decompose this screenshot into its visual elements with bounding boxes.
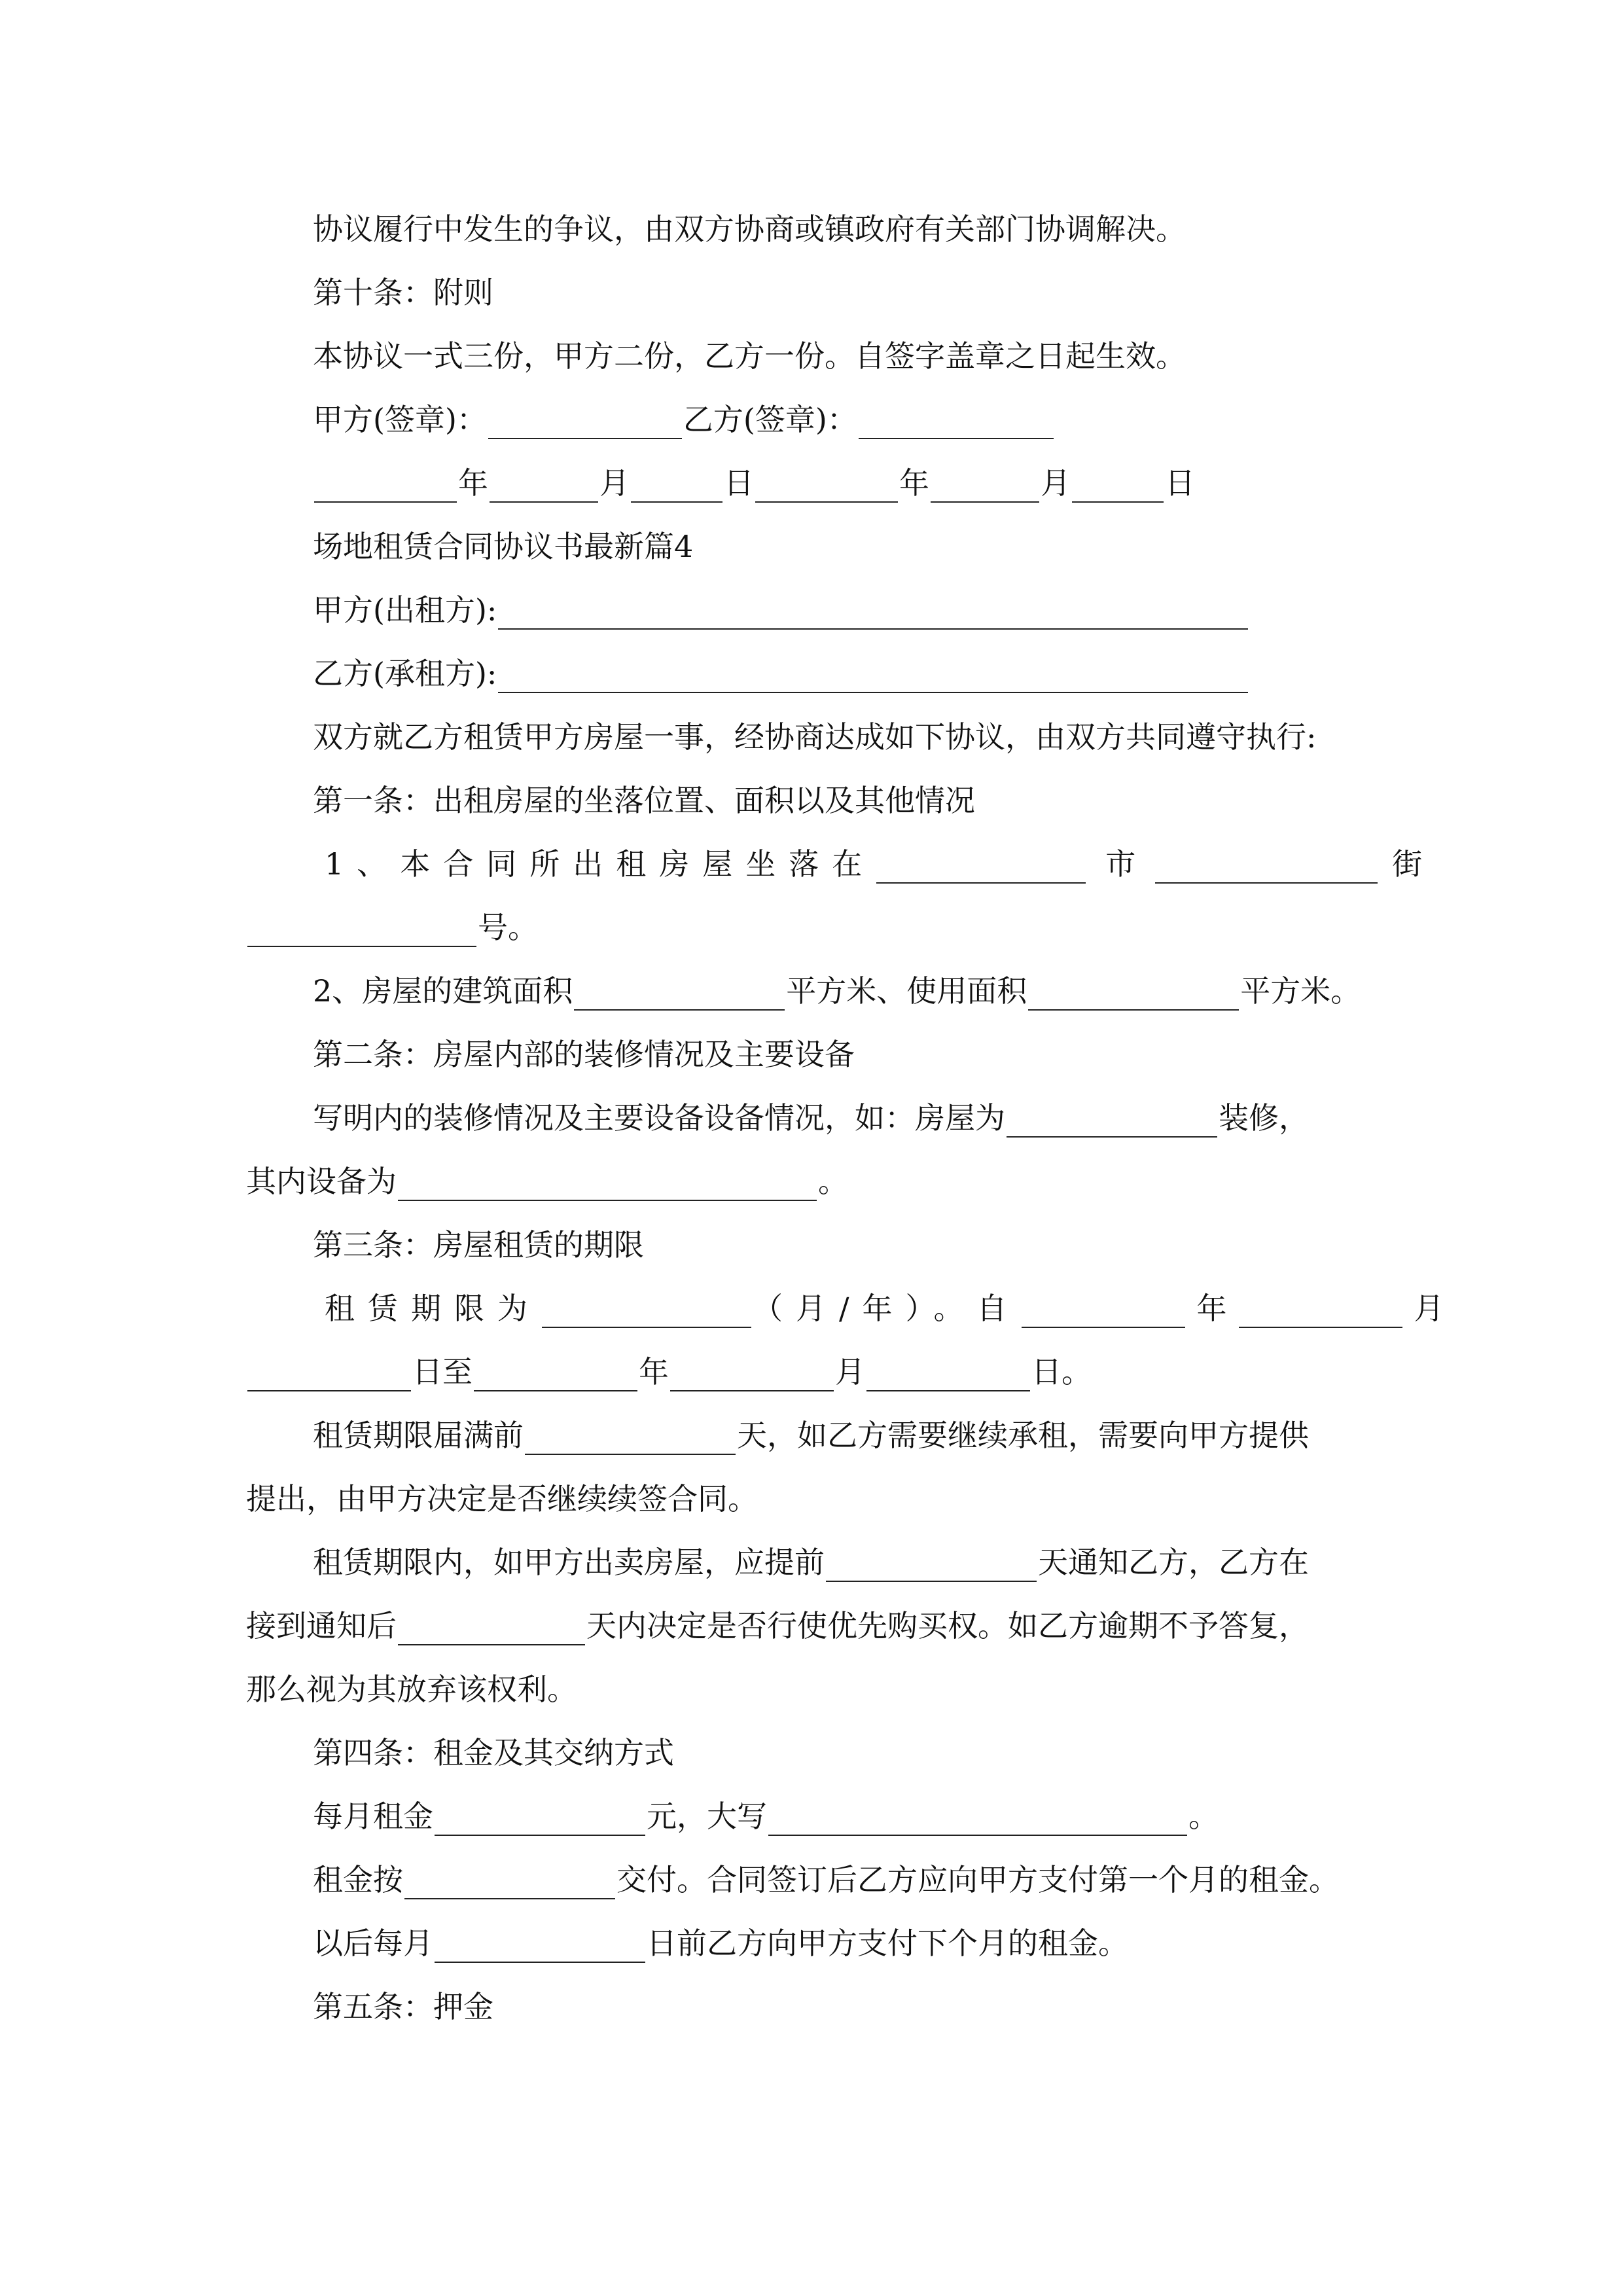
term-line — [246, 1352, 1092, 1391]
start-year-blank — [1022, 1298, 1185, 1328]
city-blank — [876, 853, 1086, 884]
lessor-label: 甲方(出租方): — [313, 592, 497, 628]
text-line — [313, 336, 1186, 376]
equipment-blank — [398, 1171, 817, 1201]
party-a-sign-blank — [488, 409, 682, 439]
monthly-text: 日前乙方向甲方支付下个月的租金。 — [647, 1926, 1128, 1961]
paragraph-text: 协议履行中发生的争议，由双方协商或镇政府有关部门协调解决。 — [313, 211, 1186, 247]
notice-line — [313, 1543, 1309, 1582]
article-heading — [313, 1987, 493, 2026]
street-label: 街 — [1392, 846, 1423, 882]
equipment-label: 其内设备为 — [246, 1164, 397, 1199]
party-b-sign-label: 乙方(签章)： — [683, 402, 857, 437]
decoration-label: 写明内的装修情况及主要设备设备情况，如：房屋为 — [313, 1100, 1005, 1136]
year-label: 年 — [639, 1354, 669, 1390]
period-mark: 。 — [1188, 1799, 1219, 1834]
payment-text: 交付。合同签订后乙方应向甲方支付第一个月的租金。 — [616, 1862, 1339, 1897]
day-to-label: 日至 — [412, 1354, 473, 1390]
day-blank — [1072, 473, 1164, 503]
lessor-blank — [498, 600, 1248, 630]
rent-line — [313, 1797, 1219, 1836]
decoration-suffix: 装修， — [1219, 1100, 1309, 1136]
notice-label: 租赁期限内，如甲方出卖房屋，应提前 — [313, 1545, 825, 1580]
number-label: 号。 — [478, 910, 538, 945]
end-month-blank — [670, 1361, 834, 1391]
heading-text: 第二条：房屋内部的装修情况及主要设备 — [313, 1037, 855, 1072]
unit-label: 平方米。 — [1240, 973, 1361, 1009]
notice-days-blank — [826, 1552, 1037, 1582]
month-blank — [490, 473, 598, 503]
lessee-blank — [498, 663, 1248, 693]
year-label: 年 — [458, 465, 488, 501]
heading-text: 第五条：押金 — [313, 1989, 493, 2024]
paragraph-text: 提出，由甲方决定是否继续续签合同。 — [246, 1481, 758, 1516]
decoration-line — [313, 1098, 1309, 1138]
renewal-days-blank — [525, 1425, 736, 1455]
start-day-blank — [247, 1361, 411, 1391]
party-line — [313, 654, 1249, 693]
monthly-label: 以后每月 — [313, 1926, 433, 1961]
section-title — [313, 527, 693, 566]
decision-days-blank — [398, 1615, 585, 1645]
text-line — [246, 1479, 758, 1518]
party-line — [313, 590, 1249, 630]
monthly-day-blank — [435, 1933, 645, 1963]
text-line — [246, 1670, 577, 1709]
heading-text: 第四条：租金及其交纳方式 — [313, 1735, 674, 1770]
article-heading — [313, 273, 493, 312]
paragraph-text: 本协议一式三份，甲方二份，乙方一份。自签字盖章之日起生效。 — [313, 338, 1186, 374]
date-line — [313, 463, 1195, 503]
month-label: 月 — [1414, 1291, 1444, 1326]
city-label: 市 — [1105, 846, 1136, 882]
decision-text: 天内决定是否行使优先购买权。如乙方逾期不予答复， — [586, 1608, 1309, 1643]
usable-area-label: 平方米、使用面积 — [786, 973, 1027, 1009]
article-heading — [313, 1225, 644, 1265]
day-label: 日 — [1165, 465, 1195, 501]
payment-line — [313, 1924, 1128, 1963]
year-blank — [755, 473, 898, 503]
end-day-blank — [866, 1361, 1030, 1391]
month-label: 月 — [835, 1354, 865, 1390]
text-line — [313, 209, 1186, 249]
article-heading — [313, 1035, 855, 1074]
renewal-line — [313, 1416, 1309, 1455]
usable-area-blank — [1028, 980, 1239, 1011]
decoration-blank — [1007, 1107, 1217, 1138]
article-heading — [313, 1733, 674, 1772]
term-blank — [542, 1298, 751, 1328]
month-label: 月 — [1041, 465, 1071, 501]
lessee-label: 乙方(承租方): — [313, 656, 497, 691]
address-text: 1、本合同所出租房屋坐落在 — [325, 846, 876, 882]
address-line — [325, 844, 1422, 884]
signature-line — [313, 400, 1055, 439]
area-label: 2、房屋的建筑面积 — [313, 973, 573, 1009]
day-blank — [631, 473, 722, 503]
party-a-sign-label: 甲方(签章)： — [313, 402, 487, 437]
street-blank — [1155, 853, 1378, 884]
rent-words-blank — [768, 1806, 1187, 1836]
term-line — [325, 1289, 1444, 1328]
building-area-blank — [574, 980, 785, 1011]
notice-text: 天通知乙方，乙方在 — [1038, 1545, 1309, 1580]
term-unit-label: （月/年）。自 — [753, 1291, 1020, 1326]
day-label: 日 — [724, 465, 754, 501]
article-heading — [313, 781, 975, 820]
period-mark: 。 — [818, 1164, 848, 1199]
term-label: 租赁期限为 — [325, 1291, 541, 1326]
party-b-sign-blank — [859, 409, 1054, 439]
renewal-label: 租赁期限届满前 — [313, 1418, 524, 1453]
year-label: 年 — [899, 465, 929, 501]
month-blank — [931, 473, 1039, 503]
heading-text: 第十条：附则 — [313, 275, 493, 310]
area-line — [313, 971, 1361, 1011]
start-month-blank — [1239, 1298, 1402, 1328]
section-title-text: 场地租赁合同协议书最新篇4 — [313, 529, 694, 564]
day-end-label: 日。 — [1031, 1354, 1092, 1390]
rent-label: 每月租金 — [313, 1799, 433, 1834]
address-line — [246, 908, 538, 947]
year-blank — [314, 473, 457, 503]
decision-label: 接到通知后 — [246, 1608, 397, 1643]
equipment-line — [246, 1162, 848, 1201]
rent-words-label: 元，大写 — [647, 1799, 767, 1834]
year-label: 年 — [1196, 1291, 1227, 1326]
payment-label: 租金按 — [313, 1862, 403, 1897]
rent-amount-blank — [435, 1806, 645, 1836]
text-line — [313, 717, 1317, 757]
heading-text: 第三条：房屋租赁的期限 — [313, 1227, 644, 1263]
paragraph-text: 双方就乙方租赁甲方房屋一事，经协商达成如下协议，由双方共同遵守执行: — [313, 719, 1317, 755]
number-blank — [247, 917, 476, 947]
paragraph-text: 那么视为其放弃该权利。 — [246, 1672, 577, 1707]
month-label: 月 — [599, 465, 630, 501]
notice-line — [246, 1606, 1309, 1645]
payment-line — [313, 1860, 1339, 1899]
renewal-text: 天，如乙方需要继续承租，需要向甲方提供 — [737, 1418, 1309, 1453]
payment-method-blank — [404, 1869, 615, 1899]
heading-text: 第一条：出租房屋的坐落位置、面积以及其他情况 — [313, 783, 975, 818]
end-year-blank — [474, 1361, 637, 1391]
